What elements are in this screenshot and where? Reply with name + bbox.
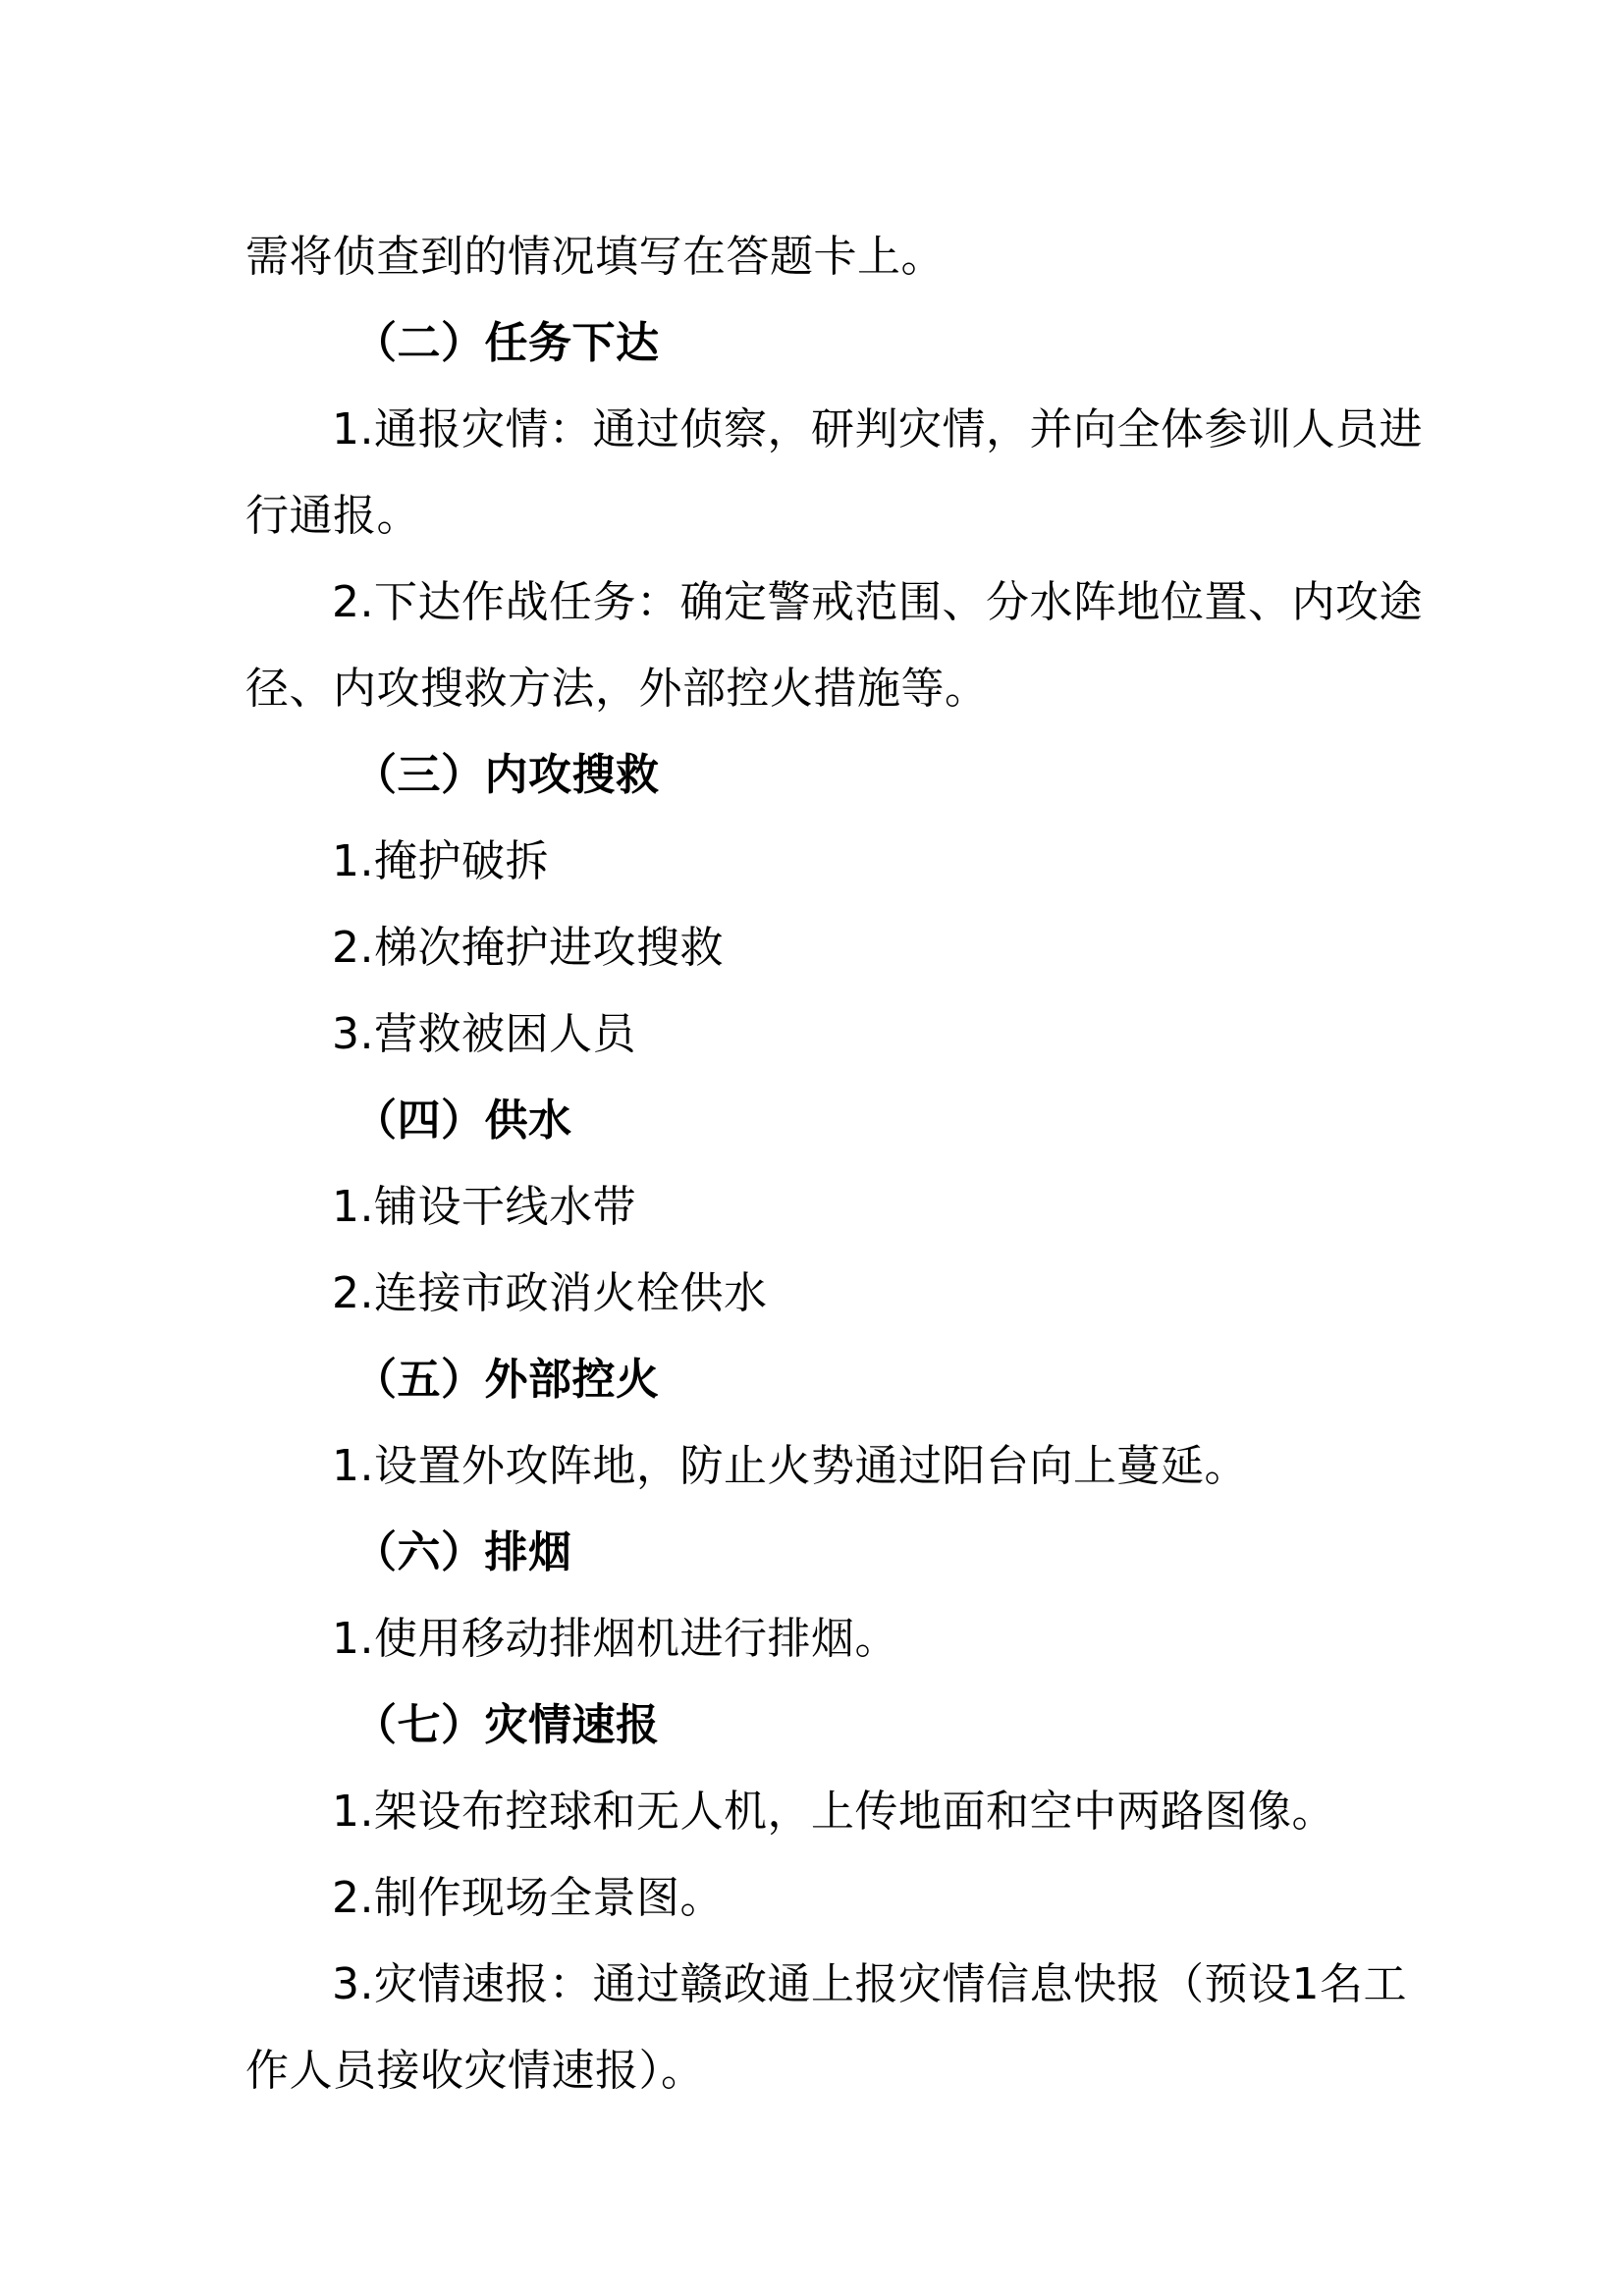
section-heading-water-supply: （四）供水 — [353, 1095, 572, 1146]
item-echelon-search: 2.梯次掩护进攻搜救 — [332, 923, 724, 973]
section-heading-quick-report: （七）灾情速报 — [353, 1700, 660, 1750]
text-line-continuation: 径、内攻搜救方法，外部控火措施等。 — [245, 664, 989, 714]
item-report-disaster: 1.通报灾情：通过侦察，研判灾情，并向全体参训人员进 — [332, 404, 1423, 454]
section-heading-task-assignment: （二）任务下达 — [353, 318, 660, 368]
section-heading-interior-rescue: （三）内攻搜救 — [353, 750, 660, 800]
text-line-continuation: 需将侦查到的情况填写在答题卡上。 — [245, 232, 945, 282]
item-quick-report: 3.灾情速报：通过赣政通上报灾情信息快报（预设1名工 — [332, 1959, 1407, 2009]
item-set-attack-position: 1.设置外攻阵地，防止火势通过阳台向上蔓延。 — [332, 1441, 1248, 1491]
item-mobile-exhaust: 1.使用移动排烟机进行排烟。 — [332, 1614, 898, 1664]
section-heading-external-fire-control: （五）外部控火 — [353, 1355, 660, 1405]
text-line-continuation: 行通报。 — [245, 491, 420, 541]
text-line-continuation: 作人员接收灾情速报）。 — [245, 2046, 705, 2096]
item-panorama-map: 2.制作现场全景图。 — [332, 1873, 724, 1923]
item-connect-hydrant: 2.连接市政消火栓供水 — [332, 1268, 768, 1318]
item-deploy-camera-drone: 1.架设布控球和无人机，上传地面和空中两路图像。 — [332, 1787, 1335, 1837]
item-issue-combat-task: 2.下达作战任务：确定警戒范围、分水阵地位置、内攻途 — [332, 577, 1423, 627]
item-cover-breaching: 1.掩护破拆 — [332, 836, 549, 886]
section-heading-smoke-exhaust: （六）排烟 — [353, 1527, 572, 1577]
item-lay-hose: 1.铺设干线水带 — [332, 1182, 636, 1232]
item-rescue-trapped: 3.营救被困人员 — [332, 1009, 636, 1059]
